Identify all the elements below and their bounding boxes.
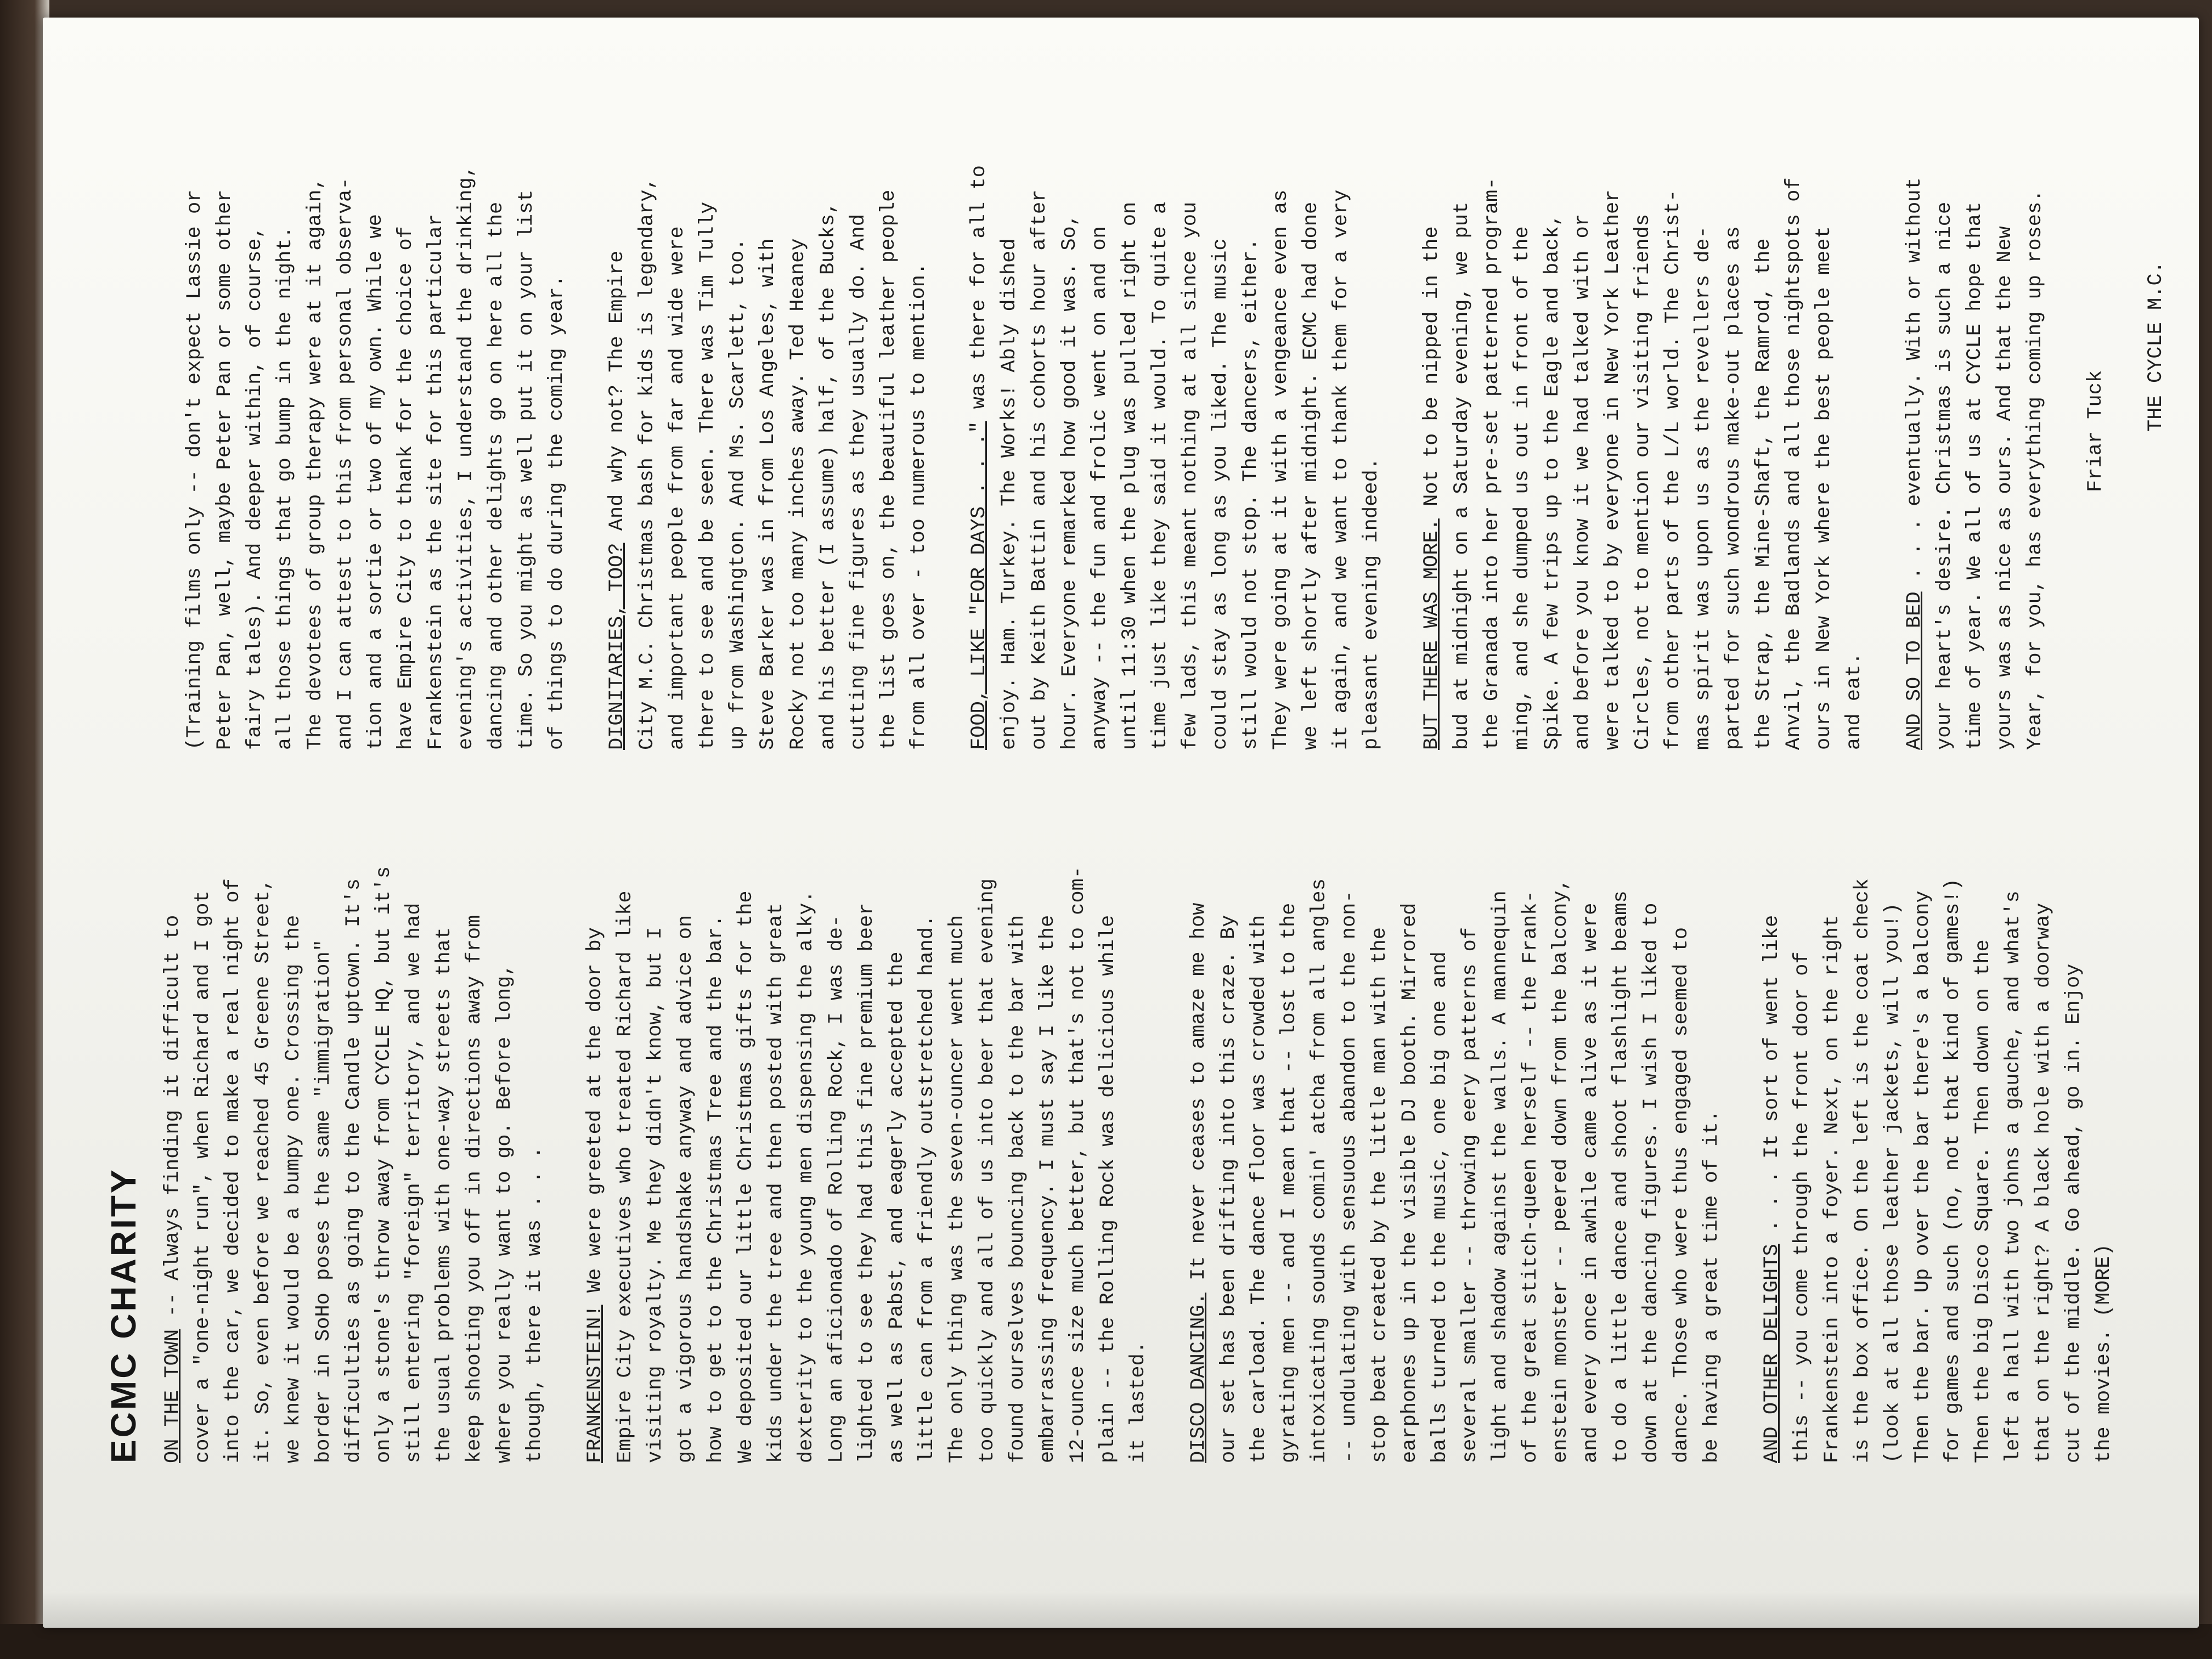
paragraph — [964, 64, 1387, 750]
section-heading: FOOD, LIKE "FOR DAYS . . ." — [968, 421, 991, 750]
paragraph — [158, 777, 550, 1463]
page-content — [43, 18, 2199, 1628]
binder-edge — [0, 0, 49, 1659]
paragraph — [1757, 777, 2119, 1463]
section-heading: BUT THERE WAS MORE. — [1420, 518, 1443, 750]
signature-organization: THE CYCLE M.C. — [2145, 261, 2168, 432]
paragraph — [1417, 64, 1870, 750]
text-column-left — [158, 777, 2149, 1463]
section-heading: ON THE TOWN — [161, 1329, 184, 1463]
paragraph — [1900, 64, 2051, 750]
section-heading: AND OTHER DELIGHTS — [1760, 1244, 1784, 1463]
paragraph-text: We were greeted at the door by Empire City executives who treated Richard like visiting royalty. Me they didn't know, but I got a vigorous handshake anyway and advice on how to get to the Christmas Tree and the bar. We deposited our little Christmas gifts for the kids under the tree and then posted with great dexterity to the young men dispensing the alky. Long an aficionado of Rolling Rock, I was de- lighted to see they had this fine premium beer as well as Pabst, and eagerly accepted the little can from a friendly outstretched hand. The only thing was the seven-ouncer went much too quickly and all of us into beer that evening found ourselves bouncing back to the bar with embarrassing frequency. I must say I like the 12-ounce size much better, but that's not to com- plain -- the Rolling Rock was delicious while it lasted. — [584, 866, 1150, 1463]
paragraph — [180, 64, 572, 750]
paragraph — [1184, 777, 1727, 1463]
section-heading: FRANKENSTEIN! — [584, 1305, 607, 1463]
paragraph-text: . . . It sort of went like this -- you come through the front door of Frankenstein into a foyer. Next, on the right is the box office. On the left is the coat check (look at all those leather jackets, will you!) Then the bar. Up over the bar there's a balcony for games and such (no, not that kind of games!) Then the big Disco Square. Then down on the left a hall with two johns a gauche, and what's that on the right? A black hole with a doorway cut of the middle. Go ahead, go in. Enjoy the movies. (MORE) — [1760, 878, 2115, 1463]
text-column-right — [180, 64, 2171, 750]
page-headline: ECMC CHARITY — [104, 1167, 143, 1463]
paragraph-text: And why not? The Empire City M.C. Christmas bash for kids is legendary, and important people from far and wide were there to see and be seen. There was Tim Tully up from Washington. And Ms. Scarlett, too. Steve Barker was in from Los Angeles, with Rocky not too many inches away. Ted Heaney and his better (I assume) half, of the Bucks, cutting fine figures as they usually do. And the list goes on, the beautiful leather people from all over - too numerous to mention. — [606, 177, 930, 750]
section-heading: DISCO DANCING. — [1187, 1293, 1210, 1463]
section-heading: AND SO TO BED — [1903, 591, 1926, 750]
paragraph-text: It never ceases to amaze me how our set has been drifting into this craze. By the carload. The dance floor was crowded with gyrating men -- and I mean that -- lost to the intoxicating sounds comin' atcha from all angles -- undulating with sensuous abandon to the non- stop beat created by the little man with the earphones up in the visible DJ booth. Mirrored balls turned to the music, one big one and several smaller -- throwing eery patterns of light and shadow against the walls. A mannequin of the great stitch-queen herself -- the Frank- enstein monster -- peered down from the balcony, and every once in awhile came alive as it were to do a little dance and shoot flashlight beams down at the dancing figures. I wish I liked to dance. Those who were thus engaged seemed to be having a great time of it. — [1187, 878, 1723, 1463]
paragraph-text: Not to be nipped in the bud at midnight on a Saturday evening, we put the Granada into her pre-set patterned program- ming, and she dumped us out in front of the Spike. A few trips up to the Eagle and back, and before you know it we had talked with or were talked to by everyone in New York Leather Circles, not to mention our visiting friends from other parts of the L/L world. The Christ- mas spirit was upon us as the revellers de- parted for such wondrous make-out places as the Strap, the Mine-Shaft, the Ramrod, the Anvil, the Badlands and all those nightspots of ours in New York where the best people meet and eat. — [1420, 177, 1866, 750]
paragraph — [580, 777, 1154, 1463]
paragraph — [602, 64, 934, 750]
paragraph-text: . . . eventually. With or without your heart's desire. Christmas is such a nice time of year. We all of us at CYCLE hope that yours was as nice as ours. And that the New Year, for you, has everything coming up roses. — [1903, 177, 2047, 750]
section-heading: DIGNITARIES, TOO? — [606, 543, 629, 750]
signature-name: Friar Tuck — [2084, 370, 2107, 492]
paragraph-text: was there for all to enjoy. Ham. Turkey. The Works! Ably dished out by Keith Battin and his cohorts hour after hour. Everyone remarked how good it was. So, anyway -- the fun and frolic went on and on until 11:30 when the plug was pulled right on time just like they said it would. To quite a few lads, this meant nothing at all since you could stay as long as you liked. The music still would not stop. The dancers, either. They were going at it with a vengeance even as we left shortly after midnight. ECMC had done it again, and we want to thank them for a very pleasant evening indeed. — [968, 165, 1383, 750]
paragraph-text: -- Always finding it difficult to cover a "one-night run", when Richard and I got into the car, we decided to make a real night of it. So, even before we reached 45 Greene Street, we knew it would be a bumpy one. Crossing the border in SoHo poses the same "immigration" difficulties as going to the Candle uptown. It's only a stone's throw away from CYCLE HQ, but it's still entering "foreign" territory, and we had the usual problems with one-way streets that keep shooting you off in directions away from where you really want to go. Before long, though, there it was . . . — [161, 866, 546, 1463]
paragraph-text: (Training films only -- don't expect Lassie or Peter Pan, well, maybe Peter Pan or some other fairy tales). And deeper within, of course, all those things that go bump in the night. The devotees of group therapy were at it again, and I can attest to this from personal observa- tion and a sortie or two of my own. While we have Empire City to thank for the choice of Frankenstein as the site for this particular evening's activities, I understand the drinking, dancing and other delights go on here all the time. So you might as well put it on your list of things to do during the coming year. — [183, 165, 568, 750]
